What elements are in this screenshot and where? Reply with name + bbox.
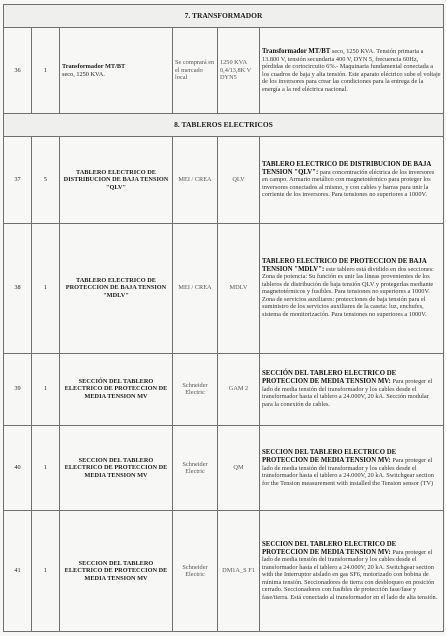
equipment-name-sub: seco, 1250 KVA. — [62, 70, 105, 78]
equipment-name: SECCION DEL TABLERO ELECTRICO DE PROTECCION DE MEDIA TENSION MV — [60, 425, 173, 511]
brand: Schneider Electric — [173, 425, 218, 511]
description-title: SECCION DEL TABLERO ELECTRICO DE PROTECCION DE MEDIA TENSION MV: — [262, 449, 397, 464]
item-number: 38 — [4, 223, 32, 353]
table-row — [4, 425, 444, 511]
quantity: 1 — [32, 511, 60, 632]
description-text: para concentración eléctrica de los inversores en campo. Armario metálico con magnetotérmico para proteger los inversores conectados al mismo, y con cables y barras para unir la corriente de los inversores. Para tensiones no superiores a 1000V. — [262, 168, 435, 199]
model: DM1A_S F1 — [218, 511, 260, 632]
equipment-spec-table — [3, 4, 444, 632]
item-number: 40 — [4, 425, 32, 511]
quantity: 1 — [32, 353, 60, 425]
section-title: 7. TRANSFORMADOR — [4, 5, 444, 28]
description-cell — [260, 353, 444, 425]
brand: Schneider Electric — [173, 511, 218, 632]
brand: MEI / CREA — [173, 223, 218, 353]
brand: MEI / CREA — [173, 137, 218, 224]
brand: Schneider Electric — [173, 353, 218, 425]
table-row — [4, 353, 444, 425]
description-cell — [260, 137, 444, 224]
model: GAM 2 — [218, 353, 260, 425]
quantity: 5 — [32, 137, 60, 224]
model: 1250 KVA 0,4/13,8K V DYN5 — [218, 27, 260, 114]
description-text: Para proteger el lado de media tensión del transformador y los cables desde el transformador hasta el tablero a 24.000V, 20 kA. Sección modular para la conexión de cables. — [262, 377, 433, 408]
section-header-row — [4, 5, 444, 28]
equipment-name-cell — [60, 27, 173, 114]
description-text: Para proteger el lado de media tensión del transformador y los cables desde el transformador hasta el tablero a 24.000V, 20 kA. Switchgear section with the Interruptor aislado en gas SF6, motorizado con bobina de mínima tensión. Seccionadores de tierra con desbloqueo en posición cerrado. Seccionadores con fusibles de protección fase/fase y fase/tierra. Está conectado al transformador en el lado de alta tensión. — [262, 548, 438, 601]
description-text: este tablero está dividido en dos secciones: Zona de potencia: Su función es unir las líneas provenientes de los tableros de distribución de baja tensión QLV y protegerlas mediante magnetotérmicos y fusibles. Para tensiones no superiores a 1000V. Zona de servicios auxiliares: protecciones de baja tensión para el suministro de los servicios auxiliares de la caseta: luz, enchufes, sistema de monitorización. Para tensiones no superiores a 1000V. — [262, 265, 434, 318]
section-header-row — [4, 114, 444, 137]
description-cell — [260, 511, 444, 632]
equipment-name: TABLERO ELECTRICO DE PROTECCION DE BAJA TENSION "MDLV" — [60, 223, 173, 353]
description-title: SECCIÓN DEL TABLERO ELECTRICO DE PROTECCION DE MEDIA TENSION MV: — [262, 370, 397, 385]
description-title: TABLERO ELECTRICO DE PROTECCION DE BAJA TENSION "MDLV": — [262, 257, 427, 273]
description-cell — [260, 27, 444, 114]
item-number: 36 — [4, 27, 32, 114]
section-title: 8. TABLEROS ELECTRICOS — [4, 114, 444, 137]
description-title: TABLERO ELECTRICO DE DISTRIBUCION DE BAJA TENSION "QLV": — [262, 160, 431, 176]
table-row — [4, 223, 444, 353]
table-row — [4, 137, 444, 224]
model: QM — [218, 425, 260, 511]
description-title: SECCION DEL TABLERO ELECTRICO DE PROTECCION DE MEDIA TENSION MV: — [262, 540, 397, 556]
description-text: Para proteger el lado de media tensión del transformador y los cables desde el transformador hasta el tablero a 24.000V, 20 kA. Switchgear section for the Tension measurement with installed the Tension sensor (TV) — [262, 456, 434, 487]
equipment-name: SECCIÓN DEL TABLERO ELECTRICO DE PROTECCION DE MEDIA TENSION MV — [60, 353, 173, 425]
description-title: Transformador MT/BT — [262, 47, 331, 55]
item-number: 41 — [4, 511, 32, 632]
item-number: 37 — [4, 137, 32, 224]
quantity: 1 — [32, 27, 60, 114]
description-cell — [260, 425, 444, 511]
table-row — [4, 511, 444, 632]
item-number: 39 — [4, 353, 32, 425]
equipment-name: Transformador MT/BT — [62, 63, 126, 70]
quantity: 1 — [32, 425, 60, 511]
model: QLV — [218, 137, 260, 224]
brand: Se comprará en el mercado local — [173, 27, 218, 114]
model: MDLV — [218, 223, 260, 353]
description-cell — [260, 223, 444, 353]
equipment-name: SECCION DEL TABLERO ELECTRICO DE PROTECCION DE MEDIA TENSION MV — [60, 511, 173, 632]
equipment-name: TABLERO ELECTRICO DE DISTRIBUCION DE BAJA TENSION "QLV" — [60, 137, 173, 224]
table-row — [4, 27, 444, 114]
quantity: 1 — [32, 223, 60, 353]
description-text: seco, 1250 KVA. Tensión primaria a 13.800 V, tensión secundaria 400 V, DYN 5, frecuencia 60Hz, pérdidas de cortocircuito 6%.- Maquinaria fundamental conectada a los cuadros de baja y alta tensión. Este aparato eléctrico sube el voltaje de los inversores para crear las condiciones para la entrega de la energía a la red eléctrica nacional. — [262, 47, 441, 93]
